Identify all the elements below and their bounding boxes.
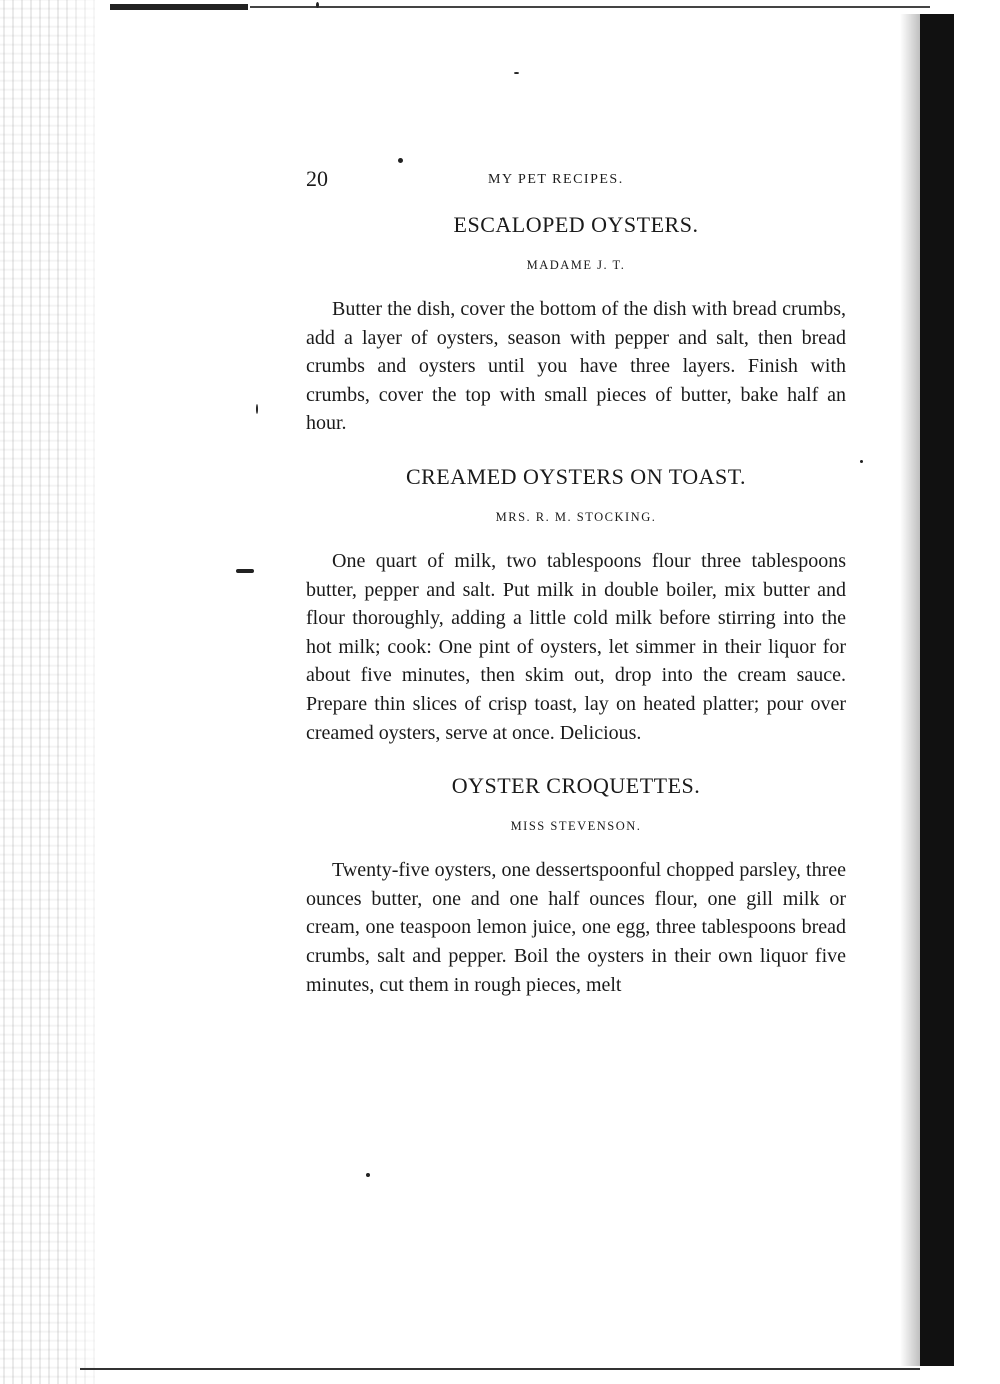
recipe-title: OYSTER CROQUETTES. <box>451 773 701 799</box>
dust-speck <box>860 460 863 463</box>
recipe-contributor: MISS STEVENSON. <box>510 819 642 834</box>
dust-speck <box>366 1173 370 1177</box>
top-edge-line <box>250 6 930 8</box>
recipe-escaloped-oysters <box>306 212 846 438</box>
dust-speck <box>256 404 258 414</box>
book-page <box>306 160 846 999</box>
running-head <box>306 160 846 200</box>
dust-speck <box>514 72 519 74</box>
bottom-edge-line <box>80 1368 920 1370</box>
running-title: MY PET RECIPES. <box>488 172 624 187</box>
page-number: 20 <box>306 166 328 191</box>
recipe-title: CREAMED OYSTERS ON TOAST. <box>405 463 747 489</box>
recipe-contributor: MRS. R. M. STOCKING. <box>495 509 657 524</box>
dust-speck <box>236 569 254 573</box>
recipe-title: ESCALOPED OYSTERS. <box>453 212 699 237</box>
top-edge-mark <box>110 4 248 10</box>
recipe-oyster-croquettes <box>306 773 846 999</box>
dust-speck <box>316 2 319 8</box>
right-edge-shadow <box>900 14 920 1366</box>
right-page-edge <box>920 14 954 1366</box>
gutter-shadow <box>60 0 120 1384</box>
recipe-text: Butter the dish, cover the bottom of the dish with bread crumbs, add a layer of oysters, season with pepper and salt, then bread crumbs and oysters until you have three layers. Finish with crumbs, cover the top with small pieces of butter, bake half an hour. <box>306 298 846 435</box>
recipe-contributor: MADAME J. T. <box>526 258 626 272</box>
recipe-creamed-oysters-on-toast <box>306 464 846 747</box>
recipe-text: One quart of milk, two tablespoons flour three tablespoons butter, pepper and salt. Put milk in double boiler, mix butter and flour thoroughly, adding a little cold milk before stirring into the hot milk; cook: One pint of oysters, let simmer in their liquor for about five minutes, then skim out, drop into the cream sauce. Prepare thin slices of crisp toast, lay on heated platter; pour over creamed oysters, serve at once. Delicious. <box>306 549 846 744</box>
recipe-text: Twenty-five oysters, one dessertspoonful chopped parsley, three ounces butter, one and one half ounces flour, one gill milk or cream, one teaspoon lemon juice, one egg, three tablespoons bread crumbs, salt and pepper. Boil the oysters in their own liquor five minutes, cut them in rough pieces, melt <box>306 859 846 996</box>
